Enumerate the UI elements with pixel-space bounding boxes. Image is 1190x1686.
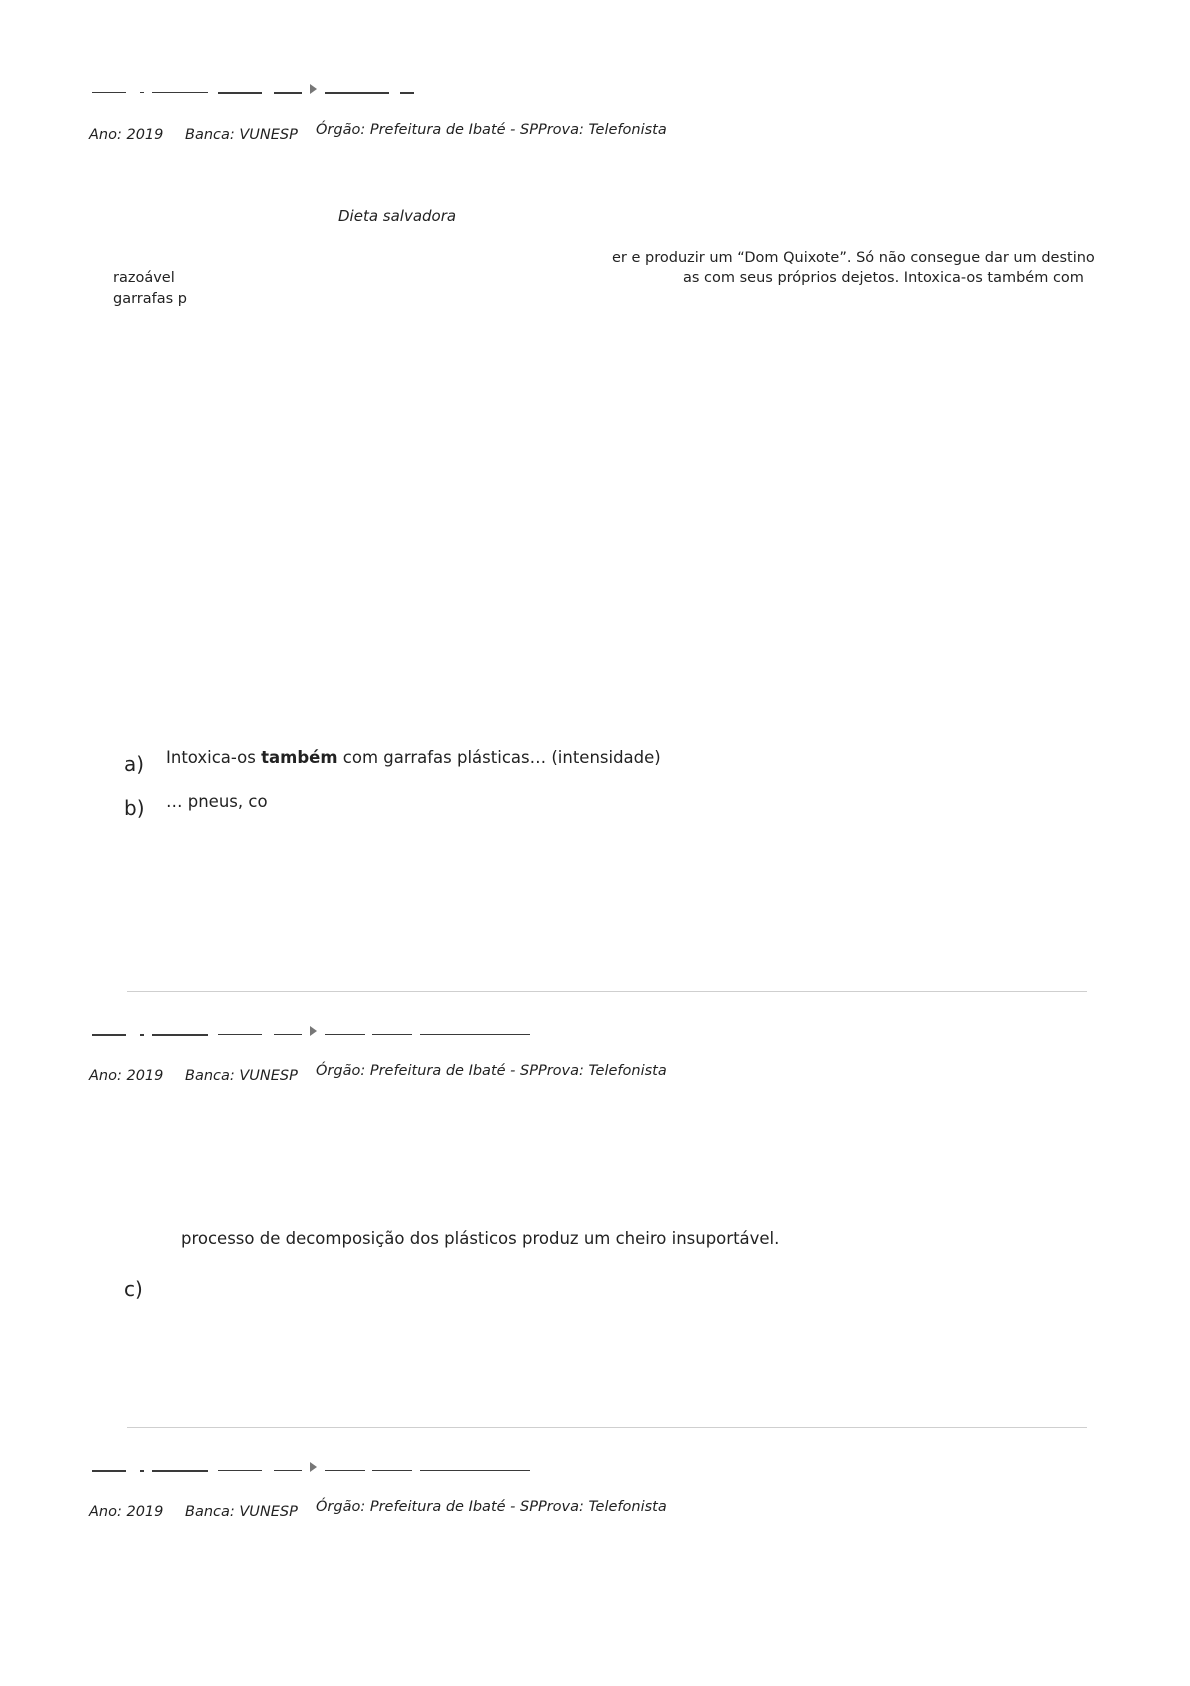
breadcrumb-link[interactable] <box>140 1034 144 1036</box>
breadcrumb-link[interactable] <box>218 1470 262 1471</box>
breadcrumb-link[interactable] <box>152 1470 208 1472</box>
breadcrumb-link[interactable] <box>218 1034 262 1035</box>
meta-ano: Ano: 2019 <box>89 127 164 143</box>
breadcrumb-link[interactable] <box>325 1470 365 1471</box>
option-text-part: Intoxica-os <box>166 748 262 767</box>
meta-ano: Ano: 2019 <box>89 1504 164 1520</box>
question-divider <box>127 1427 1087 1428</box>
option-text-bold: também <box>261 748 338 767</box>
meta-orgao: Órgão: Prefeitura de Ibaté - SPProva: Telefonista <box>316 122 667 138</box>
breadcrumb-link[interactable] <box>420 1470 530 1471</box>
breadcrumb-link[interactable] <box>140 92 144 93</box>
breadcrumb-link[interactable] <box>420 1034 530 1035</box>
breadcrumb-link[interactable] <box>325 1034 365 1035</box>
breadcrumb-link[interactable] <box>372 1034 412 1035</box>
option-letter-c[interactable]: c) <box>124 1277 143 1301</box>
breadcrumb-link[interactable] <box>274 92 302 94</box>
breadcrumb-link[interactable] <box>372 1470 412 1471</box>
breadcrumb-arrow-icon <box>310 1462 317 1472</box>
breadcrumb-link[interactable] <box>152 1034 208 1036</box>
breadcrumb-link[interactable] <box>92 1034 126 1036</box>
breadcrumb-link[interactable] <box>152 92 208 93</box>
breadcrumb-link[interactable] <box>218 92 262 94</box>
breadcrumb-link[interactable] <box>140 1470 144 1472</box>
text-line: er e produzir um “Dom Quixote”. Só não consegue dar um destino <box>612 250 1095 266</box>
question-statement: processo de decomposição dos plásticos produz um cheiro insuportável. <box>181 1229 780 1248</box>
breadcrumb-link[interactable] <box>92 92 126 93</box>
option-text-b[interactable]: … pneus, co <box>166 792 268 811</box>
meta-banca: Banca: VUNESP <box>185 1504 298 1520</box>
option-text-part: com garrafas plásticas… (intensidade) <box>337 748 661 767</box>
text-line: as com seus próprios dejetos. Intoxica-os também com <box>683 270 1084 286</box>
text-line: garrafas p <box>113 291 188 307</box>
breadcrumb-link[interactable] <box>400 92 414 94</box>
meta-orgao: Órgão: Prefeitura de Ibaté - SPProva: Telefonista <box>316 1499 667 1515</box>
text-line: razoável <box>113 270 175 286</box>
meta-banca: Banca: VUNESP <box>185 1068 298 1084</box>
meta-banca: Banca: VUNESP <box>185 127 298 143</box>
meta-orgao: Órgão: Prefeitura de Ibaté - SPProva: Telefonista <box>316 1063 667 1079</box>
breadcrumb-link[interactable] <box>92 1470 126 1472</box>
breadcrumb-link[interactable] <box>274 1034 302 1035</box>
breadcrumb-link[interactable] <box>274 1470 302 1471</box>
option-letter-a[interactable]: a) <box>124 752 145 776</box>
option-text-a[interactable] <box>166 748 661 767</box>
breadcrumb-link[interactable] <box>325 92 389 94</box>
option-letter-b[interactable]: b) <box>124 796 145 820</box>
question-divider <box>127 991 1087 992</box>
breadcrumb-arrow-icon <box>310 1026 317 1036</box>
text-title: Dieta salvadora <box>338 207 457 225</box>
breadcrumb-arrow-icon <box>310 84 317 94</box>
meta-ano: Ano: 2019 <box>89 1068 164 1084</box>
